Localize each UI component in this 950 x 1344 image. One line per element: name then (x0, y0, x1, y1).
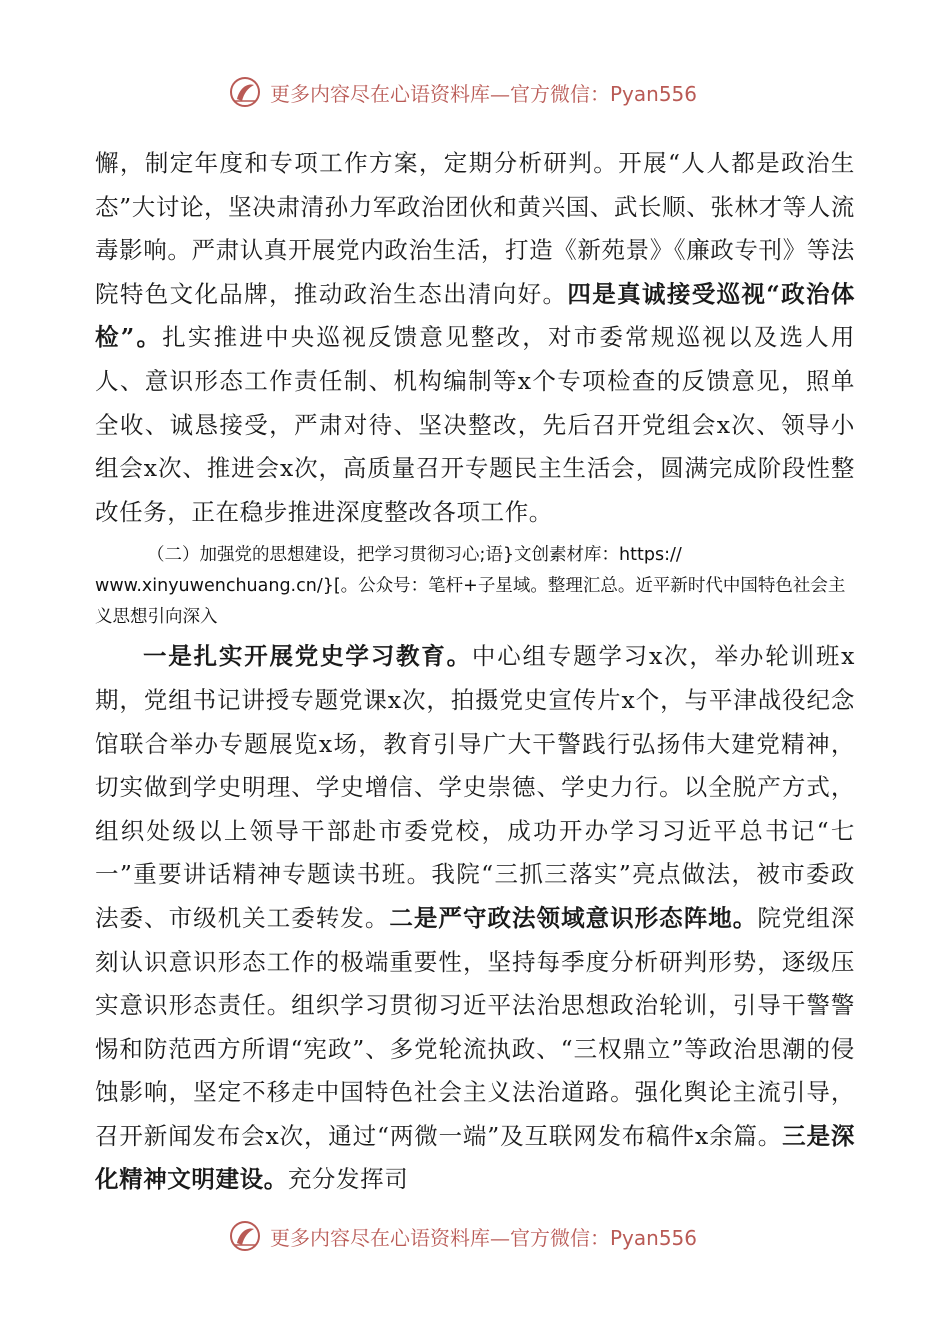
header-banner (228, 72, 748, 112)
banner-text: 更多内容尽在心语资料库—官方微信：Pyan556 (270, 1225, 698, 1250)
footer-banner (228, 1216, 748, 1256)
banner-text: 更多内容尽在心语资料库—官方微信：Pyan556 (270, 81, 698, 106)
paragraph: 懈，制定年度和专项工作方案，定期分析研判。开展“人人都是政治生态”大讨论，坚决肃清孙力军政治团伙和黄兴国、武长顺、张林才等人流毒影响。严肃认真开展党内政治生活，打造《新苑景》《廉政专刊》等法院特色文化品牌，推动政治生态出清向好。四是真诚接受巡视“政治体检”。扎实推进中央巡视反馈意见整改，对市委常规巡视以及选人用人、意识形态工作责任制、机构编制等x个专项检查的反馈意见，照单全收、诚恳接受，严肃对待、坚决整改，先后召开党组会x次、领导小组会x次、推进会x次，高质量召开专题民主生活会，圆满完成阶段性整改任务，正在稳步推进深度整改各项工作。 (95, 149, 855, 526)
document-body (95, 142, 855, 1202)
brand-logo-icon (228, 75, 262, 109)
brand-logo-icon (228, 1219, 262, 1253)
paragraph: 一是扎实开展党史学习教育。中心组专题学习x次，举办轮训班x期，党组书记讲授专题党课x次，拍摄党史宣传片x个，与平津战役纪念馆联合举办专题展览x场，教育引导广大干警践行弘扬伟大建党精神，切实做到学史明理、学史增信、学史崇德、学史力行。以全脱产方式，组织处级以上领导干部赴市委党校，成功开办学习习近平总书记“七一”重要讲话精神专题读书班。我院“三抓三落实”亮点做法，被市委政法委、市级机关工委转发。二是严守政法领域意识形态阵地。院党组深刻认识意识形态工作的极端重要性，坚持每季度分析研判形势，逐级压实意识形态责任。组织学习贯彻习近平法治思想政治轮训，引导干警警惕和防范西方所谓“宪政”、多党轮流执政、“三权鼎立”等政治思潮的侵蚀影响，坚定不移走中国特色社会主义法治道路。强化舆论主流引导，召开新闻发布会x次，通过“两微一端”及互联网发布稿件x余篇。三是深化精神文明建设。充分发挥司 (95, 642, 856, 1194)
section-heading: （二）加强党的思想建设，把学习贯彻习心;语}文创素材库：https:// www.xinyuwenchuang.cn/}[。公众号：笔杆+子星域。整理汇总。近平新时代中国特色社会主 义思想引向深入 (95, 545, 846, 628)
